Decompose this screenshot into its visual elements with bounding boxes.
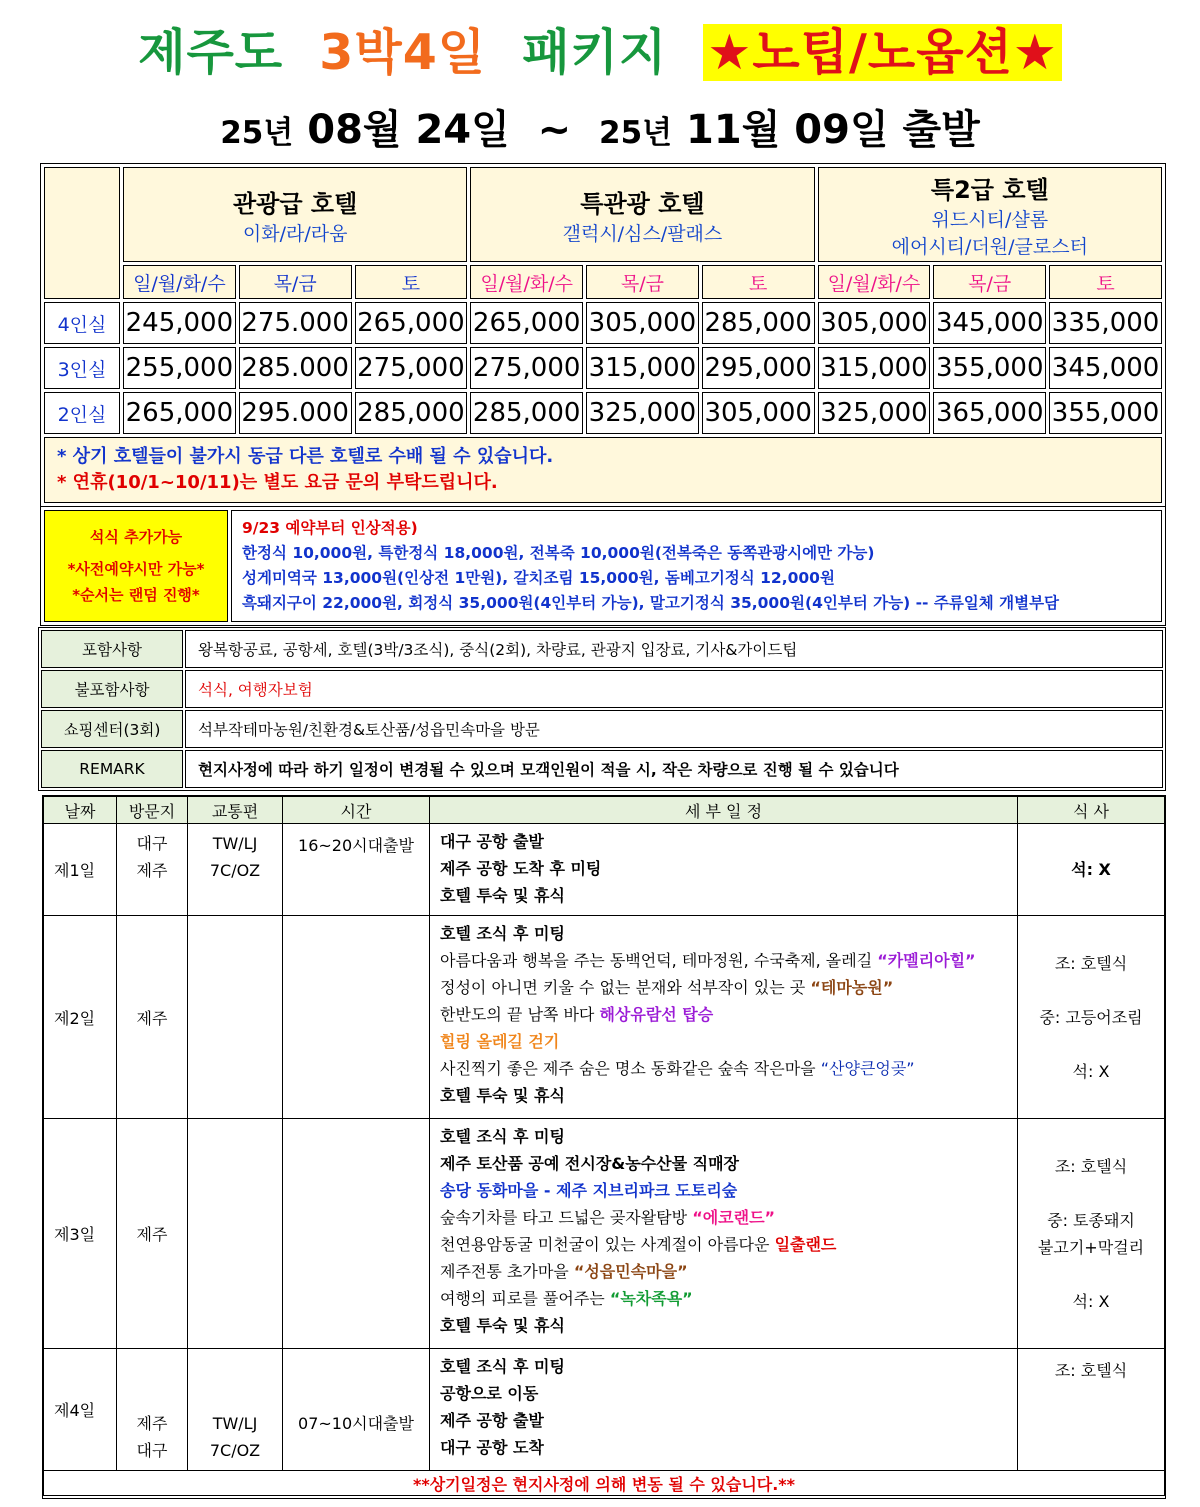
- price-cell: 365,000: [933, 392, 1046, 434]
- schedule-line: 여행의 피로를 풀어주는 “녹차족욕”: [440, 1289, 693, 1308]
- day-label: 제1일: [44, 824, 117, 916]
- schedule-line: 한반도의 끝 남쪽 바다 해상유람선 탑승: [440, 1005, 714, 1024]
- inclusion-value: 왕복항공료, 공항세, 호텔(3박/3조식), 중식(2회), 차량료, 관광지 입장료, 기사&가이드팁: [185, 630, 1163, 668]
- day-label: 제3일: [44, 1119, 117, 1349]
- day-header: 목/금: [933, 265, 1046, 299]
- meal-line: 조: 호텔식: [1054, 1156, 1128, 1176]
- room-type: 4인실: [44, 302, 120, 344]
- schedule-line: 아름다움과 행복을 주는 동백언덕, 테마정원, 수국축제, 올레길 “카멜리아힐”: [440, 951, 976, 970]
- day-header: 일/월/화/수: [470, 265, 583, 299]
- inclusion-label: 쇼핑센터(3회): [41, 710, 183, 748]
- schedule-line: 힐링 올레길 걷기: [440, 1032, 560, 1051]
- schedule-line: 제주 공항 도착 후 미팅: [440, 859, 602, 878]
- price-cell: 315,000: [586, 347, 699, 389]
- schedule-line: 공항으로 이동: [440, 1384, 539, 1403]
- price-row: [44, 392, 1162, 434]
- itinerary-header: 식 사: [1018, 797, 1165, 824]
- meal-info: 석: X: [1018, 824, 1165, 916]
- meal-line: 중: 토종돼지: [1047, 1210, 1135, 1230]
- schedule-line: 정성이 아니면 키울 수 없는 분재와 석부작이 있는 곳 “테마농원”: [440, 978, 894, 997]
- day-header: 토: [355, 265, 468, 299]
- airline: 7C/OZ: [209, 1441, 261, 1460]
- room-type: 2인실: [44, 392, 120, 434]
- hotel-tier-name: 관광급 호텔: [233, 189, 358, 218]
- schedule-line: 호텔 투숙 및 휴식: [440, 1316, 565, 1335]
- end-date: 11월 09일 출발: [686, 107, 980, 153]
- price-cell: 275,000: [470, 347, 583, 389]
- inclusion-value: 현지사정에 따라 하기 일정이 변경될 수 있으며 모객인원이 적을 시, 작은 차량으로 진행 될 수 있습니다: [185, 750, 1163, 788]
- visit-place: 제주: [117, 916, 188, 1119]
- airline: TW/LJ: [212, 1414, 258, 1433]
- hotel-tier-2: [470, 167, 814, 262]
- schedule-line: 호텔 투숙 및 휴식: [440, 1086, 565, 1105]
- price-cell: 295,000: [702, 347, 815, 389]
- inclusion-label: REMARK: [41, 750, 183, 788]
- schedule-line: 호텔 조식 후 미팅: [440, 1127, 565, 1146]
- schedule-line: 대구 공항 도착: [440, 1438, 544, 1457]
- corner-cell: [44, 167, 120, 299]
- end-year: 25년: [599, 115, 673, 151]
- price-cell: 315,000: [818, 347, 931, 389]
- price-cell: 285,000: [355, 392, 468, 434]
- visit-place: [117, 1349, 188, 1471]
- day-header: 목/금: [239, 265, 352, 299]
- date-separator: ~: [537, 107, 572, 153]
- itinerary-header: 날짜: [44, 797, 117, 824]
- schedule-line: 제주전통 초가마을 “성읍민속마을”: [440, 1262, 688, 1281]
- price-table: [40, 163, 1166, 508]
- departure-time: [283, 1119, 430, 1349]
- schedule-line: 숲속기차를 타고 드넓은 곶자왈탐방 “에코랜드”: [440, 1208, 776, 1227]
- hotel-tier-list: 에어시티/더원/글로스터: [891, 236, 1088, 258]
- dinner-options: [40, 506, 1166, 626]
- inclusions-table: [38, 627, 1166, 791]
- price-cell: 345,000: [933, 302, 1046, 344]
- dinner-menu: [231, 510, 1162, 622]
- transport: [188, 824, 283, 916]
- meal-info: 조: 호텔식: [1018, 1349, 1165, 1471]
- schedule-line: 사진찍기 좋은 제주 숨은 명소 동화같은 숲속 작은마을 “산양큰엉곶”: [440, 1059, 915, 1078]
- price-cell: 265,000: [470, 302, 583, 344]
- itinerary-day-2: [44, 916, 1165, 1119]
- price-cell: 285.000: [239, 347, 352, 389]
- meal-info: [1018, 916, 1165, 1119]
- price-cell: 335,000: [1049, 302, 1162, 344]
- day-header: 토: [702, 265, 815, 299]
- day-header: 목/금: [586, 265, 699, 299]
- hotel-tier-name: 특관광 호텔: [580, 189, 705, 218]
- price-cell: 285,000: [702, 302, 815, 344]
- start-year: 25년: [220, 115, 294, 151]
- meal-line: 조: 호텔식: [1054, 953, 1128, 973]
- dinner-options-label: [44, 510, 228, 622]
- place-name: 제주: [136, 1414, 168, 1433]
- schedule-line: 호텔 조식 후 미팅: [440, 924, 565, 943]
- hotel-tier-1: [123, 167, 467, 262]
- price-cell: 245,000: [123, 302, 236, 344]
- schedule-line: 천연용암동굴 미천굴이 있는 사계절이 아름다운 일출랜드: [440, 1235, 837, 1254]
- note-line: * 상기 호텔들이 불가시 동급 다른 호텔로 수배 될 수 있습니다.: [57, 446, 554, 467]
- price-cell: 255,000: [123, 347, 236, 389]
- meal-line: 석: X: [1072, 1291, 1110, 1311]
- inclusion-label: 포함사항: [41, 630, 183, 668]
- title-highlight-badge: ★노팁/노옵션★: [703, 24, 1061, 81]
- price-cell: 275,000: [355, 347, 468, 389]
- meal-line: 중: 고등어조림: [1039, 1007, 1143, 1027]
- date-range: [0, 98, 1200, 155]
- title-destination: 제주도: [138, 24, 284, 81]
- hotel-tier-list: 이화/라/라움: [242, 222, 348, 245]
- place-name: 대구: [136, 834, 168, 853]
- departure-time: 07~10시대출발: [283, 1349, 430, 1471]
- schedule-detail: [430, 1119, 1018, 1349]
- inclusion-label: 불포함사항: [41, 670, 183, 708]
- itinerary-header: 시간: [283, 797, 430, 824]
- page-title: [0, 14, 1200, 84]
- meal-info: [1018, 1119, 1165, 1349]
- transport: [188, 916, 283, 1119]
- title-package: 패키지: [522, 24, 668, 81]
- transport: [188, 1119, 283, 1349]
- airline: 7C/OZ: [209, 861, 261, 880]
- price-cell: 265,000: [123, 392, 236, 434]
- inclusion-value: 석식, 여행자보험: [185, 670, 1163, 708]
- room-type: 3인실: [44, 347, 120, 389]
- price-cell: 325,000: [586, 392, 699, 434]
- price-cell: 305,000: [702, 392, 815, 434]
- dinner-menu-line: 흑돼지구이 22,000원, 회정식 35,000원(4인부터 가능), 말고기정식 35,000원(4인부터 가능) -- 주류일체 개별부담: [242, 594, 1060, 612]
- price-row: [44, 302, 1162, 344]
- dinner-note: *사전예약시만 가능*: [67, 560, 205, 578]
- schedule-line: 송당 동화마을 - 제주 지브리파크 도토리숲: [440, 1181, 738, 1200]
- price-cell: 265,000: [355, 302, 468, 344]
- schedule-line: 제주 공항 출발: [440, 1411, 544, 1430]
- schedule-detail: [430, 916, 1018, 1119]
- schedule-detail: [430, 1349, 1018, 1471]
- hotel-tier-list: 위드시티/샬롬: [931, 209, 1049, 231]
- price-row: [44, 347, 1162, 389]
- day-header: 토: [1049, 265, 1162, 299]
- dinner-note: *순서는 랜덤 진행*: [72, 586, 200, 604]
- price-cell: 345,000: [1049, 347, 1162, 389]
- itinerary-day-3: [44, 1119, 1165, 1349]
- itinerary-header: 세 부 일 정: [430, 797, 1018, 824]
- itinerary-day-4: [44, 1349, 1165, 1471]
- itinerary-footer-note: **상기일정은 현지사정에 의해 변동 될 수 있습니다.**: [44, 1471, 1165, 1496]
- schedule-detail: [430, 824, 1018, 916]
- meal-line: 불고기+막걸리: [1037, 1237, 1145, 1257]
- price-cell: 305,000: [586, 302, 699, 344]
- schedule-line: 대구 공항 출발: [440, 832, 544, 851]
- itinerary-header: 방문지: [117, 797, 188, 824]
- schedule-line: 호텔 투숙 및 휴식: [440, 886, 565, 905]
- price-cell: 285,000: [470, 392, 583, 434]
- hotel-tier-3: [818, 167, 1162, 262]
- dinner-menu-line: 성게미역국 13,000원(인상전 1만원), 갈치조림 15,000원, 돔베고기정식 12,000원: [242, 569, 835, 587]
- hotel-tier-name: 특2급 호텔: [930, 176, 1049, 204]
- start-date: 08월 24일: [307, 107, 510, 153]
- price-cell: 325,000: [818, 392, 931, 434]
- title-duration: 3박4일: [319, 24, 487, 81]
- departure-time: 16~20시대출발: [283, 824, 430, 916]
- visit-place: 제주: [117, 1119, 188, 1349]
- hotel-tier-list: 갤럭시/심스/팔래스: [562, 222, 723, 245]
- schedule-line: 호텔 조식 후 미팅: [440, 1357, 565, 1376]
- day-header: 일/월/화/수: [818, 265, 931, 299]
- place-name: 대구: [136, 1441, 168, 1460]
- dinner-menu-line: 9/23 예약부터 인상적용): [242, 519, 418, 537]
- itinerary-header: 교통편: [188, 797, 283, 824]
- place-name: 제주: [136, 861, 168, 880]
- inclusion-value: 석부작테마농원/친환경&토산품/성읍민속마을 방문: [185, 710, 1163, 748]
- day-label: 제4일: [44, 1349, 117, 1471]
- dinner-menu-line: 한정식 10,000원, 특한정식 18,000원, 전복죽 10,000원(전복죽은 동쪽관광시에만 가능): [242, 544, 875, 562]
- price-notes: [44, 437, 1162, 503]
- price-cell: 355,000: [1049, 392, 1162, 434]
- meal-line: 석: X: [1072, 1061, 1110, 1081]
- transport: [188, 1349, 283, 1471]
- visit-place: [117, 824, 188, 916]
- price-cell: 295.000: [239, 392, 352, 434]
- itinerary-day-1: [44, 824, 1165, 916]
- departure-time: [283, 916, 430, 1119]
- price-cell: 355,000: [933, 347, 1046, 389]
- itinerary-table: [42, 795, 1166, 1499]
- schedule-line: 제주 토산품 공예 전시장&농수산물 직매장: [440, 1154, 739, 1173]
- airline: TW/LJ: [212, 834, 258, 853]
- price-cell: 305,000: [818, 302, 931, 344]
- note-line: * 연휴(10/1~10/11)는 별도 요금 문의 부탁드립니다.: [57, 472, 498, 493]
- dinner-label: 석식 추가가능: [89, 528, 183, 546]
- day-label: 제2일: [44, 916, 117, 1119]
- price-cell: 275.000: [239, 302, 352, 344]
- day-header: 일/월/화/수: [123, 265, 236, 299]
